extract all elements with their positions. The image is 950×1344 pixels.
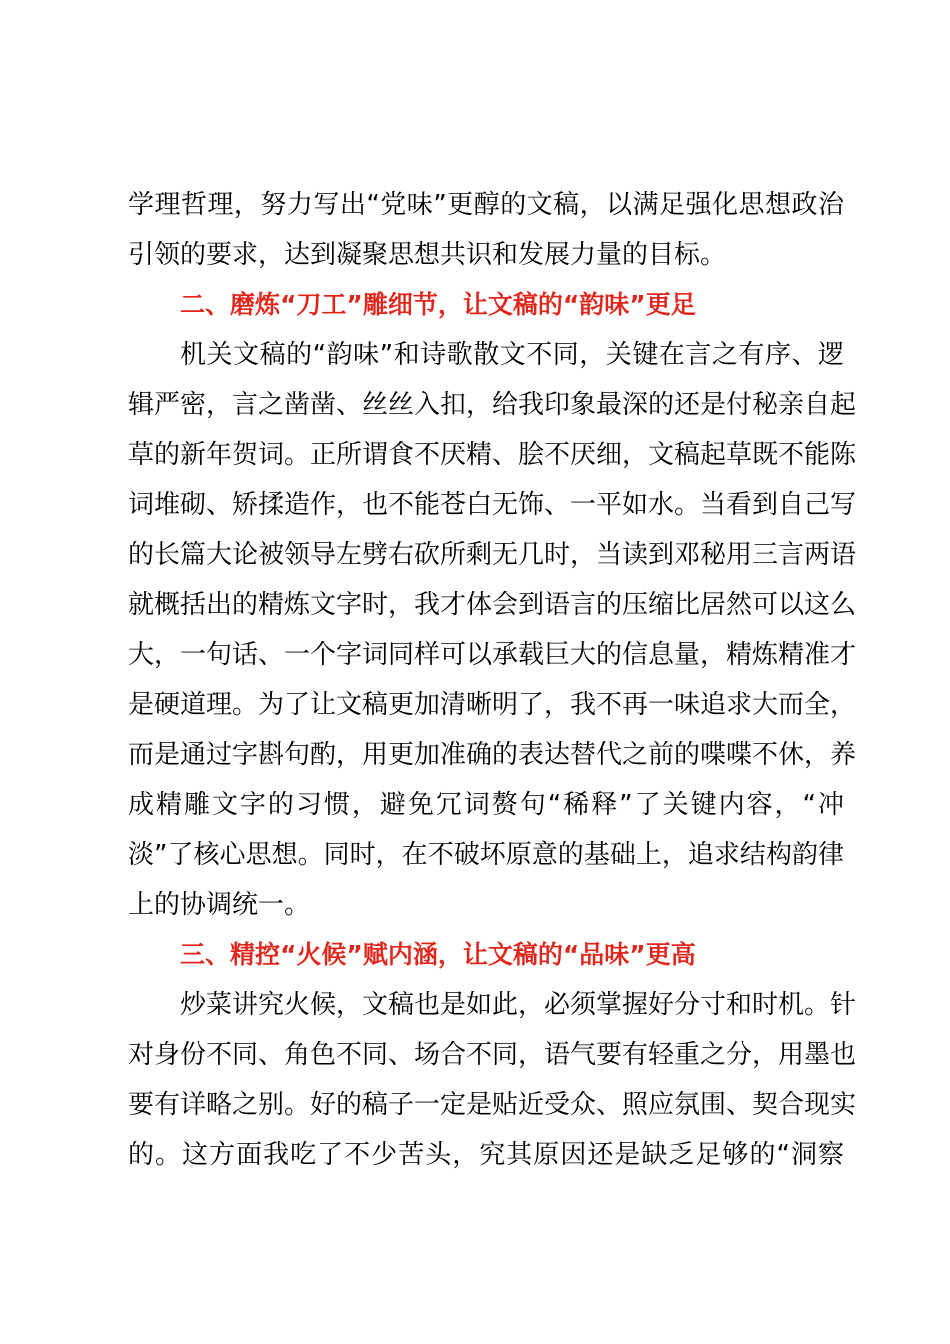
- body-line: 的长篇大论被领导左劈右砍所剩无几时，当读到邓秘用三言两语: [128, 540, 857, 570]
- body-line: 而是通过字斟句酌，用更加准确的表达替代之前的喋喋不休，养: [128, 740, 857, 770]
- body-line: 的。这方面我吃了不少苦头，究其原因还是缺乏足够的“洞察: [128, 1140, 844, 1170]
- body-line: 淡”了核心思想。同时，在不破坏原意的基础上，追求结构韵律: [128, 840, 844, 870]
- section-heading: 二、磨炼“刀工”雕细节，让文稿的“韵味”更足: [180, 290, 696, 319]
- body-line: 是硬道理。为了让文稿更加清晰明了，我不再一味追求大而全，: [128, 690, 857, 720]
- body-line: 对身份不同、角色不同、场合不同，语气要有轻重之分，用墨也: [128, 1040, 857, 1070]
- body-line: 就概括出的精炼文字时，我才体会到语言的压缩比居然可以这么: [128, 590, 857, 620]
- body-line: 引领的要求，达到凝聚思想共识和发展力量的目标。: [128, 240, 727, 270]
- body-line: 学理哲理，努力写出“党味”更醇的文稿，以满足强化思想政治: [128, 190, 844, 220]
- body-line: 词堆砌、矫揉造作，也不能苍白无饰、一平如水。当看到自己写: [128, 490, 857, 520]
- body-line: 机关文稿的“韵味”和诗歌散文不同，关键在言之有序、逻: [180, 340, 844, 370]
- body-line: 炒菜讲究火候，文稿也是如此，必须掌握好分寸和时机。针: [180, 990, 857, 1020]
- body-line: 成精雕文字的习惯，避免冗词赘句“稀释”了关键内容，“冲: [128, 790, 844, 820]
- body-line: 草的新年贺词。正所谓食不厌精、脍不厌细，文稿起草既不能陈: [128, 440, 857, 470]
- section-heading: 三、精控“火候”赋内涵，让文稿的“品味”更高: [180, 940, 696, 969]
- body-line: 上的协调统一。: [128, 890, 311, 920]
- body-line: 要有详略之别。好的稿子一定是贴近受众、照应氛围、契合现实: [128, 1090, 857, 1120]
- body-line: 辑严密，言之凿凿、丝丝入扣，给我印象最深的还是付秘亲自起: [128, 390, 857, 420]
- body-line: 大，一句话、一个字词同样可以承载巨大的信息量，精炼精准才: [128, 640, 857, 670]
